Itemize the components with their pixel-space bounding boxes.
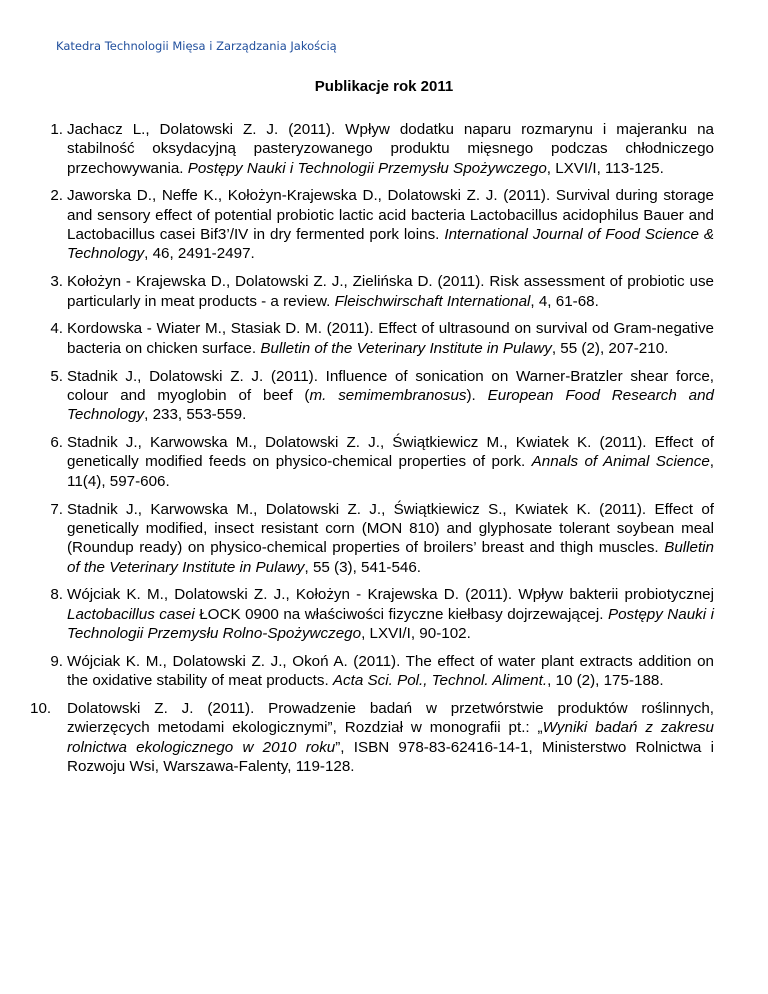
- citation-text: Stadnik J., Dolatowski Z. J. (2011). Influence of sonication on Warner-Bratzler shear force, colour and myoglobin of beef (: [67, 367, 714, 404]
- publication-item: [30, 367, 714, 425]
- publication-number: 9.: [50, 652, 63, 670]
- citation-text: Kordowska - Wiater M., Stasiak D. M. (2011). Effect of ultrasound on survival od Gram-negative bacteria on chicken surface.: [67, 320, 714, 357]
- publication-citation: [67, 186, 714, 263]
- citation-text: Jaworska D., Neffe K., Kołożyn-Krajewska D., Dolatowski Z. J. (2011). Survival during storage and sensory effect of potential probiotic lactic acid bacteria Lactobacillus acidophilus Bauer and Lactobacillus casei Bif3’/IV in dry fermented pork loins.: [67, 187, 714, 244]
- citation-text: Kołożyn - Krajewska D., Dolatowski Z. J., Zielińska D. (2011). Risk assessment of probiotic use particularly in meat products - a review.: [67, 273, 714, 310]
- publication-number: 10.: [30, 700, 52, 718]
- citation-text: , 55 (2), 207-210.: [551, 339, 669, 357]
- citation-text: Dolatowski Z. J. (2011). Prowadzenie badań w przetwórstwie produktów roślinnych, zwierzęcych metodami ekologicznymi”, Rozdział w monografii pt.: „: [67, 700, 714, 737]
- publication-item: [30, 585, 714, 643]
- citation-italic-text: Bulletin of the Veterinary Institute in Pulawy: [260, 339, 552, 357]
- publication-citation: [67, 319, 714, 358]
- publication-item: [30, 319, 714, 358]
- publication-number: 4.: [50, 320, 63, 338]
- citation-text: ŁOCK 0900 na właściwości fizyczne kiełbasy dojrzewającej.: [194, 605, 608, 623]
- citation-italic-text: International Journal of Food Science & Technology: [67, 226, 714, 263]
- citation-italic-text: Postępy Nauki i Technologii Przemysłu Spożywczego: [187, 159, 547, 177]
- publication-number: 8.: [50, 586, 63, 604]
- publication-citation: [67, 500, 714, 577]
- citation-text: Stadnik J., Karwowska M., Dolatowski Z. J., Świątkiewicz S., Kwiatek K. (2011). Effect of genetically modified, insect resistant corn (MON 810) and glyphosate tolerant soybean meal (Roundup ready) on physico-chemical properties of broilers’ breast and thigh muscles.: [67, 500, 714, 557]
- citation-italic-text: Acta Sci. Pol., Technol. Aliment.: [332, 672, 548, 690]
- publication-citation: [67, 585, 714, 643]
- citation-text: , 10 (2), 175-188.: [547, 672, 664, 690]
- citation-text: Wójciak K. M., Dolatowski Z. J., Okoń A. (2011). The effect of water plant extracts addition on the oxidative stability of meat products.: [67, 652, 714, 690]
- publication-citation: [67, 700, 714, 775]
- publication-citation: [67, 433, 714, 491]
- page-header: Katedra Technologii Mięsa i Zarządzania Jakością: [56, 39, 337, 53]
- citation-italic-text: Annals of Animal Science: [531, 453, 710, 471]
- publication-number: 7.: [50, 500, 63, 518]
- citation-text: ”, ISBN 978-83-62416-14-1, Ministerstwo Rolnictwa i Rozwoju Wsi, Warszawa-Falenty, 119-128.: [67, 738, 714, 775]
- citation-text: Wójciak K. M., Dolatowski Z. J., Kołożyn - Krajewska D. (2011). Wpływ bakterii probiotycznej: [67, 586, 714, 604]
- publication-item: [30, 500, 714, 577]
- citation-text: , LXVI/I, 113-125.: [546, 159, 664, 177]
- publication-citation: [67, 367, 714, 425]
- publication-item: [30, 186, 714, 263]
- publication-list: [30, 120, 714, 785]
- publication-number: 1.: [50, 121, 63, 138]
- citation-italic-text: European Food Research and Technology: [67, 386, 715, 424]
- citation-text: , 11(4), 597-606.: [67, 453, 715, 490]
- citation-text: Jachacz L., Dolatowski Z. J. (2011). Wpływ dodatku naparu rozmarynu i majeranku na stabilność oksydacyjną pasteryzowanego produktu mięsnego podczas chłodniczego przechowywania.: [67, 121, 714, 177]
- publication-number: 6.: [50, 434, 63, 452]
- citation-italic-text: Wyniki badań z zakresu rolnictwa ekologicznego w 2010 roku: [67, 719, 714, 756]
- citation-italic-text: Bulletin of the Veterinary Institute in Pulawy: [67, 539, 714, 576]
- citation-text: Stadnik J., Karwowska M., Dolatowski Z. J., Świątkiewicz M., Kwiatek K. (2011). Effect of genetically modified feeds on physico-chemical properties of pork.: [67, 434, 714, 471]
- citation-text: , 46, 2491-2497.: [144, 245, 255, 263]
- citation-italic-text: Lactobacillus casei: [67, 605, 195, 623]
- publication-number: 3.: [50, 273, 63, 291]
- publication-citation: [67, 272, 714, 311]
- publication-item: [30, 272, 714, 311]
- publication-item: [30, 652, 714, 691]
- publication-number: 5.: [50, 367, 63, 385]
- citation-text: , 233, 553-559.: [144, 406, 247, 424]
- publication-item: [30, 699, 714, 776]
- citation-italic-text: m. semimembranosus: [309, 386, 467, 404]
- publication-number: 2.: [50, 187, 63, 205]
- publication-item: [30, 120, 714, 178]
- publication-citation: [67, 120, 714, 178]
- citation-italic-text: Fleischwirschaft International: [334, 292, 531, 310]
- citation-text: , 4, 61-68.: [530, 292, 599, 310]
- citation-text: , LXVI/I, 90-102.: [361, 624, 471, 642]
- citation-text: , 55 (3), 541-546.: [304, 558, 422, 576]
- publication-citation: [67, 652, 714, 691]
- page-title: Publikacje rok 2011: [314, 78, 454, 95]
- publication-item: [30, 433, 714, 491]
- citation-italic-text: Postępy Nauki i Technologii Przemysłu Rolno-Spożywczego: [67, 605, 714, 642]
- citation-text: ).: [466, 386, 488, 404]
